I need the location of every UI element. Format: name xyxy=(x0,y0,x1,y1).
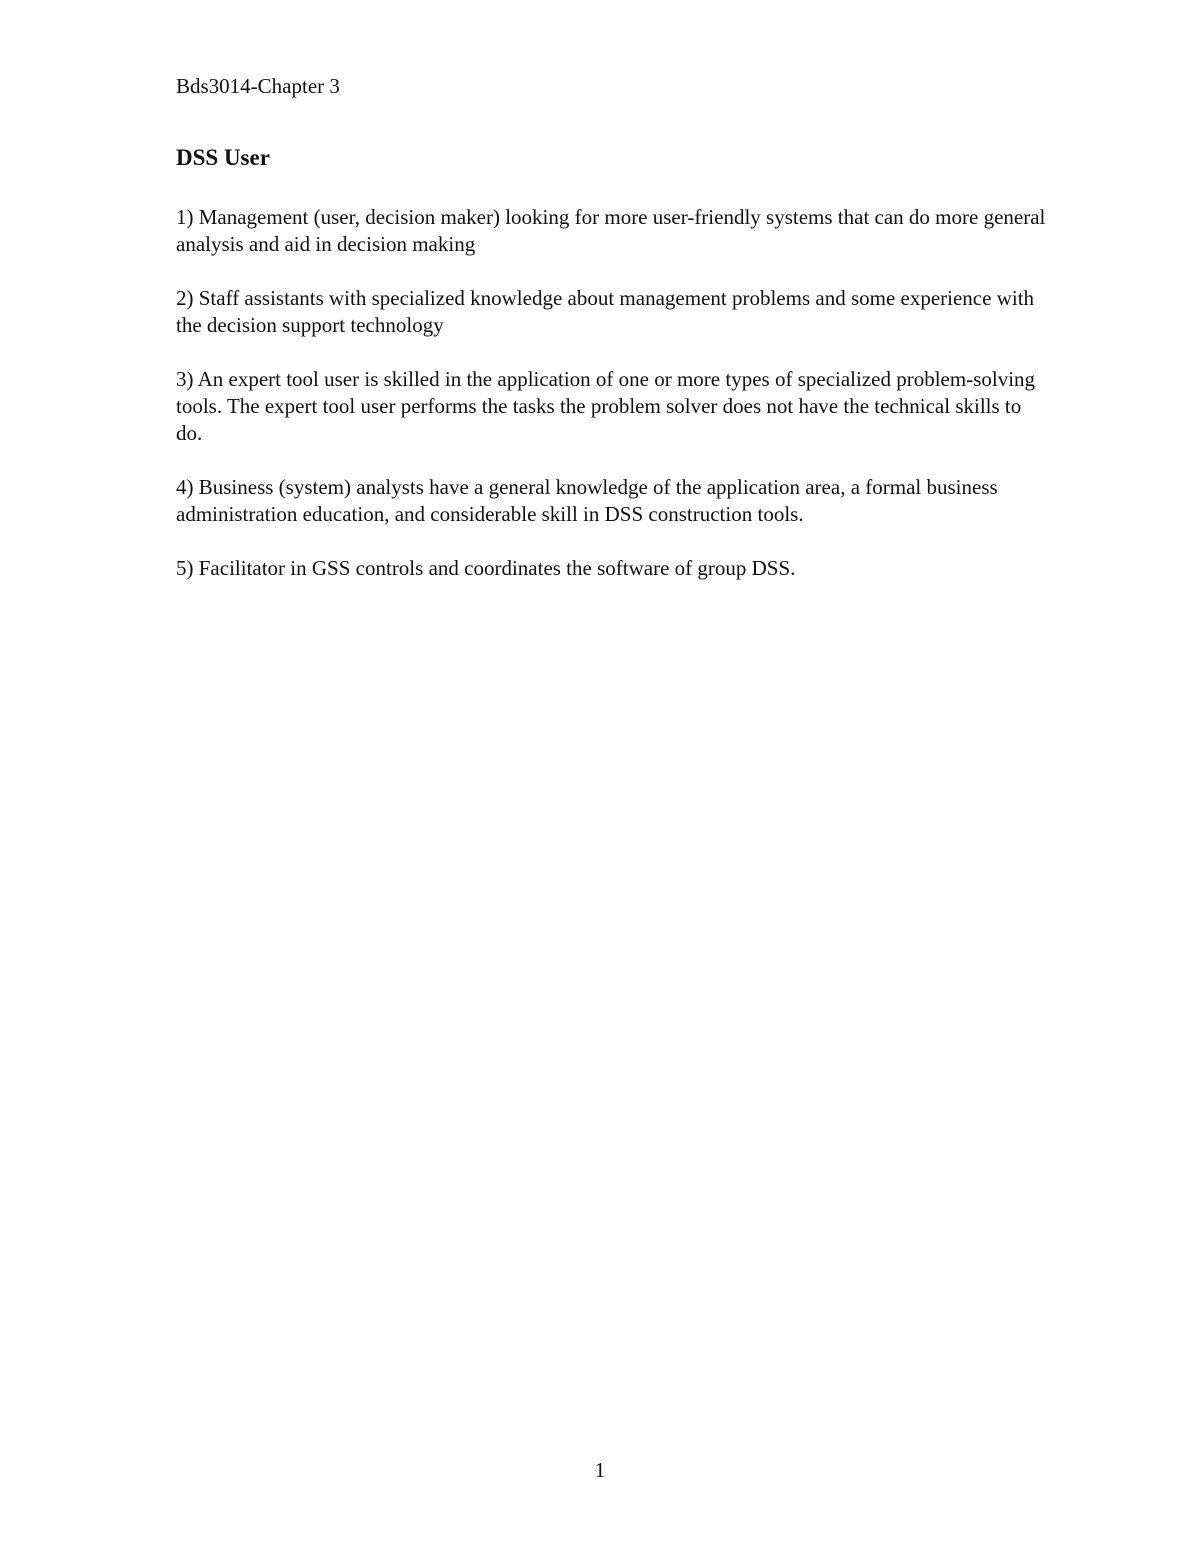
list-item: 1) Management (user, decision maker) looking for more user-friendly systems that can do more general analysis and aid in decision making xyxy=(176,205,1046,256)
user-list xyxy=(176,204,1046,609)
list-item: 3) An expert tool user is skilled in the application of one or more types of specialized problem-solving tools. The expert tool user performs the tasks the problem solver does not have the technical skills to do. xyxy=(176,367,1036,445)
page-number: 1 xyxy=(594,1458,606,1482)
list-item: 5) Facilitator in GSS controls and coordinates the software of group DSS. xyxy=(176,556,796,580)
list-item: 2) Staff assistants with specialized knowledge about management problems and some experience with the decision support technology xyxy=(176,286,1035,337)
section-title: DSS User xyxy=(176,145,270,170)
page-header: Bds3014-Chapter 3 xyxy=(176,74,340,98)
list-item: 4) Business (system) analysts have a general knowledge of the application area, a formal business administration education, and considerable skill in DSS construction tools. xyxy=(176,475,998,526)
